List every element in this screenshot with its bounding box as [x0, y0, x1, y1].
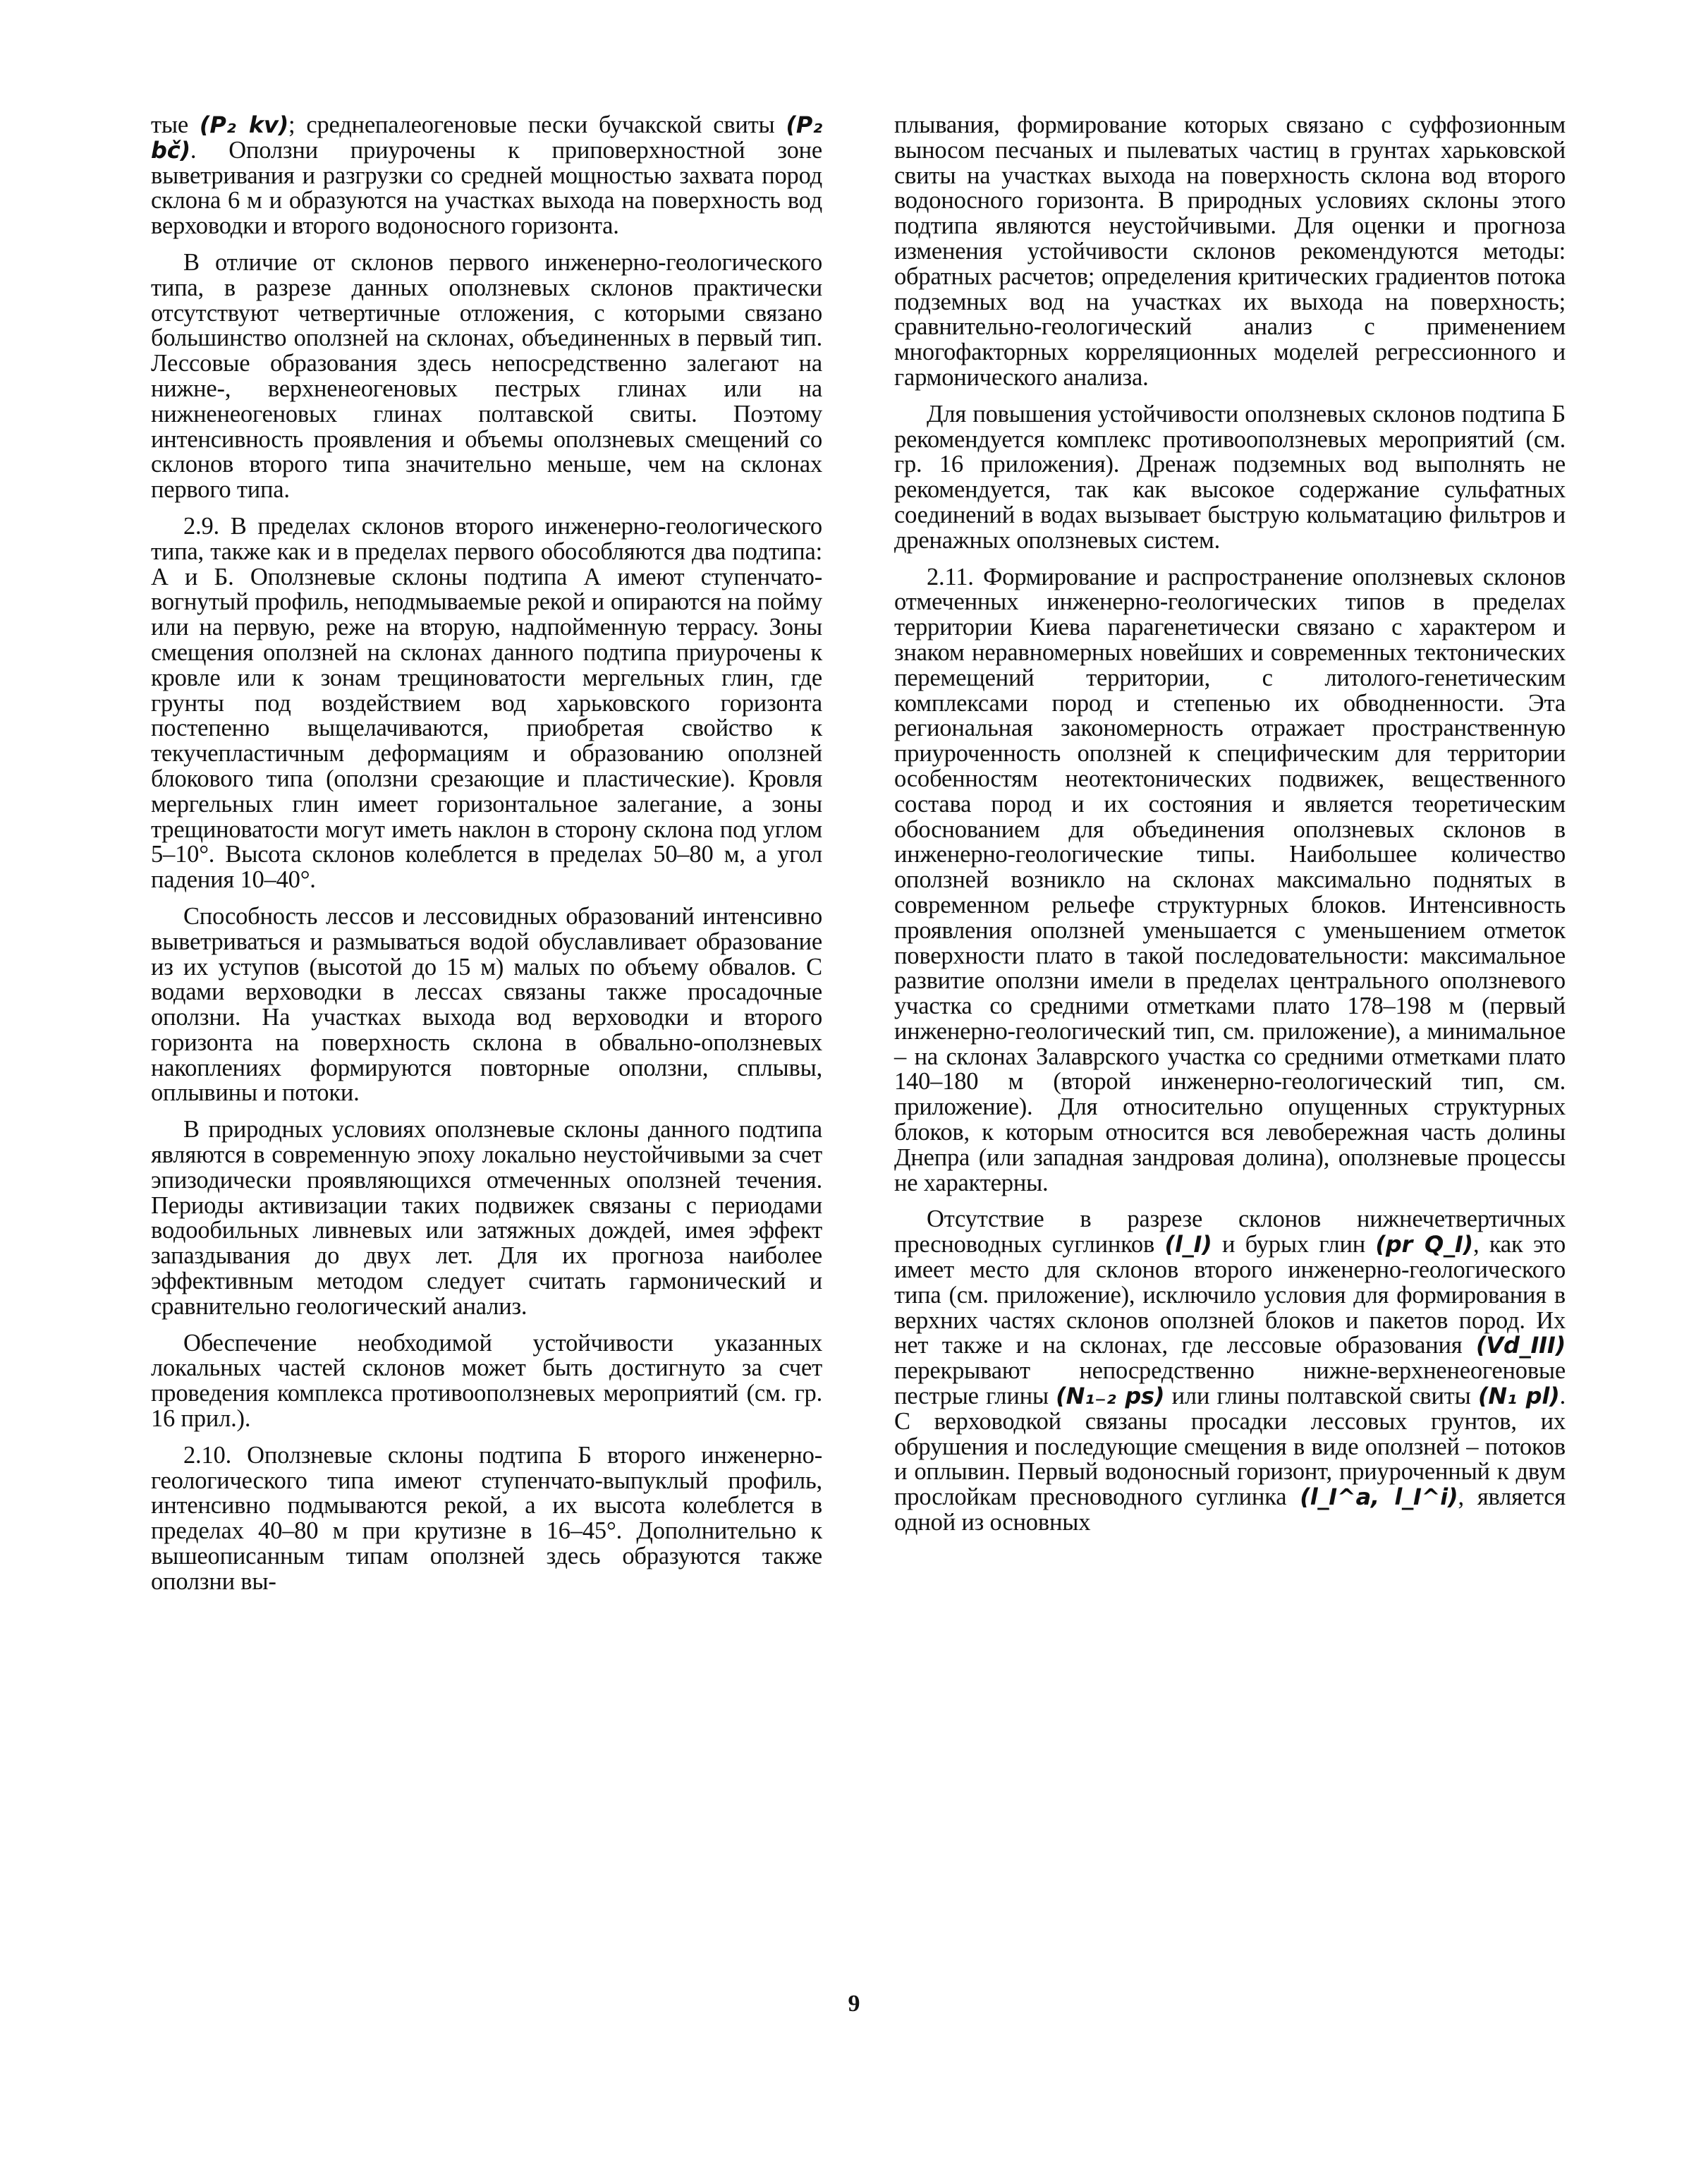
- text-fragment: . С верховодкой связаны просадки лессовых грунтов, их обрушения и последующие смещения в виде оползней – потоков и оплывин. Первый водоносный горизонт, приуроченный к двум прослойкам пресноводного суглинка: [894, 1383, 1566, 1511]
- formula: (N₁₋₂ ps): [1056, 1383, 1165, 1410]
- formula: (pr Q_I): [1375, 1231, 1473, 1258]
- paragraph: [894, 1207, 1566, 1535]
- text-fragment: или глины полтавской свиты: [1164, 1383, 1478, 1410]
- formula: (N₁ pl): [1477, 1383, 1560, 1410]
- paragraph: [151, 113, 822, 239]
- left-column: [151, 113, 822, 1606]
- right-column: [894, 113, 1566, 1547]
- section-paragraph: 2.11. Формирование и распространение оползневых склонов отмеченных инженерно-геологических типов в пределах территории Киева парагенетически связано с характером и знаком неравномерных новейших и современных тектонических перемещений территории, с литолого-генетическим комплексами пород и степенью их обводненности. Эта региональная закономерность отражает пространственную приуроченность оползней к специфическим для территории особенностям неотектонических подвижек, вещественного состава пород и их состояния и является теоретическим обоснованием для объединения оползневых склонов в инженерно-геологические типы. Наибольшее количество оползней возникло на склонах максимально поднятых в современном рельефе структурных блоков. Интенсивность проявления оползней уменьшается с уменьшением отметок поверхности плато в такой последовательности: максимальное развитие оползни имели в пределах центрального оползневого участка со средними отметками плато 178–198 м (первый инженерно-геологический тип, см. приложение), а минимальное – на склонах Залаврского участка со средними отметками плато 140–180 м (второй инженерно-геологический тип, см. приложение). Для относительно опущенных структурных блоков, к которым относится вся левобережная часть долины Днепра (или западная зандровая долина), оползневые процессы не характерны.: [894, 563, 1566, 1196]
- text-fragment: Отсутствие в разрезе склонов нижнечетвертичных пресноводных суглинков: [894, 1206, 1566, 1258]
- text-fragment: тые: [151, 111, 200, 138]
- formula: (Vd_III): [1475, 1332, 1566, 1359]
- paragraph: Способность лессов и лессовидных образований интенсивно выветриваться и размываться водой обуславливает образование из их уступов (высотой до 15 м) малых по объему обвалов. С водами верховодки в лессах связаны также просадочные оползни. На участках выхода вод верховодки и второго горизонта на поверхность склона в обвально-оползневых накоплениях формируются повторные оползни, сплывы, оплывины и потоки.: [151, 902, 822, 1107]
- text-fragment: . Оползни приурочены к приповерхностной зоне выветривания и разгрузки со средней мощностью захвата пород склона 6 м и образуются на участках выхода на поверхность вод верховодки и второго водоносного горизонта.: [151, 136, 822, 240]
- formula: (l_I^a, l_I^i): [1300, 1483, 1458, 1511]
- paragraph: Обеспечение необходимой устойчивости указанных локальных частей склонов может быть достигнуто за счет проведения комплекса противооползневых мероприятий (см. гр. 16 прил.).: [151, 1329, 822, 1433]
- text-fragment: , является одной из основных: [894, 1483, 1566, 1536]
- section-paragraph: 2.9. В пределах склонов второго инженерно-геологического типа, также как и в пределах первого обособляются два подтипа: А и Б. Оползневые склоны подтипа А имеют ступенчато-вогнутый профиль, неподмываемые рекой и опираются на пойму или на первую, реже на вторую, надпойменную террасу. Зоны смещения оползней на склонах данного подтипа приурочены к кровле или к зонам трещиноватости мергельных глин, где грунты под воздействием вод харьковского горизонта постепенно выщелачиваются, приобретая свойство к текучепластичным деформациям и образованию оползней блокового типа (оползни срезающие и пластические). Кровля мергельных глин имеет горизонтальное залегание, а зоны трещиноватости могут иметь наклон в сторону склона под углом 5–10°. Высота склонов колеблется в пределах 50–80 м, а угол падения 10–40°.: [151, 512, 822, 894]
- text-fragment: перекрывают непосредственно нижне-верхненеогеновые пестрые глины: [894, 1357, 1566, 1410]
- formula: (P₂ kv): [199, 111, 289, 138]
- formula: (l_I): [1164, 1231, 1212, 1258]
- text-fragment: , как это имеет место для склонов второго инженерно-геологического типа (см. приложение), исключило условия для формирования в верхних частях склонов оползней блоков и пакетов пород. Их нет также и на склонах, где лессовые образования: [894, 1231, 1566, 1359]
- text-fragment: и бурых глин: [1212, 1231, 1376, 1258]
- paragraph: В отличие от склонов первого инженерно-геологического типа, в разрезе данных оползневых склонов практически отсутствуют четвертичные отложения, с которыми связано большинство оползней на склонах, объединенных в первый тип. Лессовые образования здесь непосредственно залегают на нижне-, верхненеогеновых пестрых глинах или на нижненеогеновых глинах полтавской свиты. Поэтому интенсивность проявления и объемы оползневых смещений со склонов второго типа значительно меньше, чем на склонах первого типа.: [151, 248, 822, 504]
- section-paragraph: 2.10. Оползневые склоны подтипа Б второго инженерно-геологического типа имеют ступенчато-выпуклый профиль, интенсивно подмываются рекой, а их высота колеблется в пределах 40–80 м при крутизне в 16–45°. Дополнительно к вышеописанным типам оползней здесь образуются также оползни вы-: [151, 1441, 822, 1595]
- paragraph: Для повышения устойчивости оползневых склонов подтипа Б рекомендуется комплекс противооползневых мероприятий (см. гр. 16 приложения). Дренаж подземных вод выполнять не рекомендуется, так как высокое содержание сульфатных соединений в водах вызывает быструю кольматацию фильтров и дренажных оползневых систем.: [894, 400, 1566, 554]
- text-fragment: ; среднепалеогеновые пески бучакской свиты: [288, 111, 786, 138]
- paragraph: В природных условиях оползневые склоны данного подтипа являются в современную эпоху локально неустойчивыми за счет эпизодически проявляющихся отмеченных оползней течения. Периоды активизации таких подвижек связаны с периодами водообильных ливневых или затяжных дождей, имея эффект запаздывания до двух лет. Для их прогноза наиболее эффективным методом следует считать гармонический и сравнительно геологический анализ.: [151, 1116, 822, 1320]
- formula: (P₂ bč): [151, 111, 822, 164]
- paragraph: плывания, формирование которых связано с суффозионным выносом песчаных и пылеватых частиц в грунтах харьковской свиты на участках выхода на поверхность склона вод второго водоносного горизонта. В природных условиях склоны этого подтипа являются неустойчивыми. Для оценки и прогноза изменения устойчивости склонов рекомендуются методы: обратных расчетов; определения критических градиентов потока подземных вод на участках их выхода на поверхность; сравнительно-геологический анализ с применением многофакторных корреляционных моделей регрессионного и гармонического анализа.: [894, 111, 1566, 391]
- page-number: 9: [848, 1991, 860, 2017]
